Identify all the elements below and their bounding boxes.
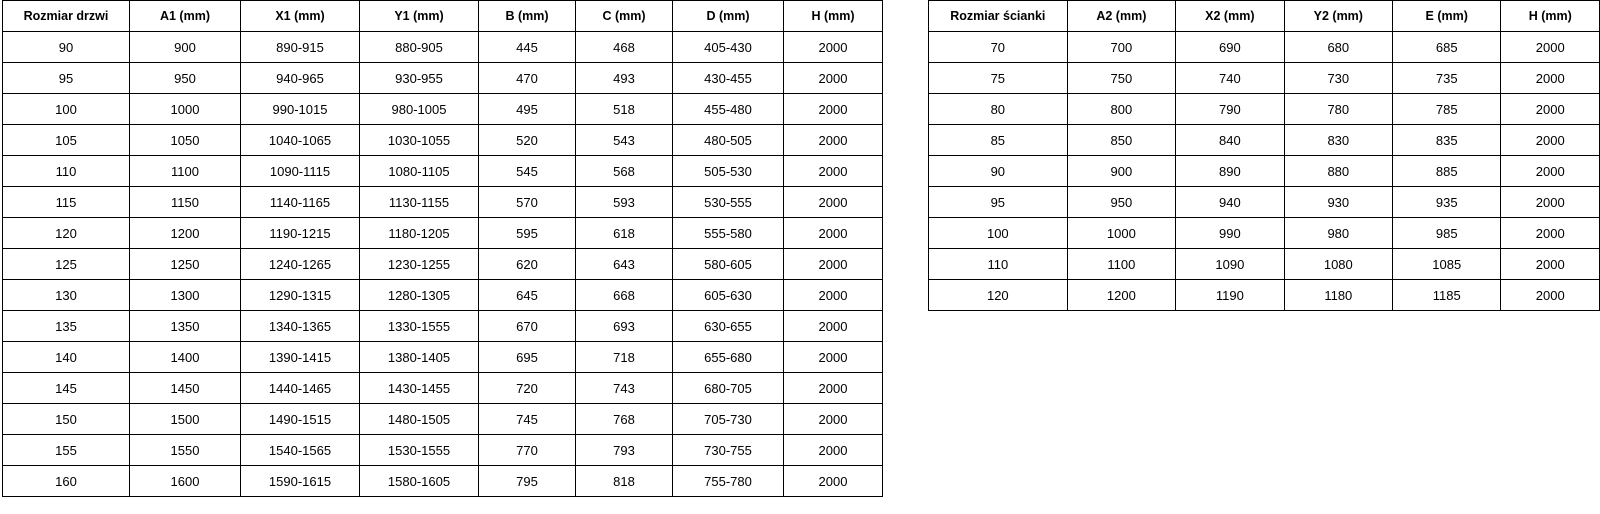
doors-cell: 2000 xyxy=(784,249,883,280)
doors-cell: 2000 xyxy=(784,32,883,63)
walls-cell: 2000 xyxy=(1501,187,1600,218)
doors-cell: 493 xyxy=(576,63,673,94)
doors-cell: 1050 xyxy=(130,125,241,156)
doors-cell: 2000 xyxy=(784,156,883,187)
doors-cell: 2000 xyxy=(784,342,883,373)
table-row xyxy=(929,280,1600,311)
doors-cell: 1330-1555 xyxy=(360,311,479,342)
doors-cell: 110 xyxy=(3,156,130,187)
doors-cell: 95 xyxy=(3,63,130,94)
walls-cell: 780 xyxy=(1284,94,1392,125)
doors-spec-table xyxy=(2,0,883,497)
doors-cell: 543 xyxy=(576,125,673,156)
doors-cell: 135 xyxy=(3,311,130,342)
doors-cell: 1200 xyxy=(130,218,241,249)
walls-cell: 785 xyxy=(1393,94,1501,125)
doors-cell: 570 xyxy=(479,187,576,218)
doors-cell: 1450 xyxy=(130,373,241,404)
walls-cell: 990 xyxy=(1176,218,1284,249)
doors-column-header: D (mm) xyxy=(673,1,784,32)
doors-cell: 2000 xyxy=(784,280,883,311)
walls-cell: 940 xyxy=(1176,187,1284,218)
walls-cell: 890 xyxy=(1176,156,1284,187)
walls-cell: 2000 xyxy=(1501,249,1600,280)
doors-cell: 2000 xyxy=(784,373,883,404)
walls-cell: 730 xyxy=(1284,63,1392,94)
table-row xyxy=(3,32,883,63)
doors-cell: 120 xyxy=(3,218,130,249)
doors-cell: 990-1015 xyxy=(241,94,360,125)
table-row xyxy=(3,249,883,280)
walls-cell: 685 xyxy=(1393,32,1501,63)
doors-cell: 1130-1155 xyxy=(360,187,479,218)
doors-cell: 668 xyxy=(576,280,673,311)
doors-cell: 1550 xyxy=(130,435,241,466)
doors-cell: 1600 xyxy=(130,466,241,497)
doors-cell: 405-430 xyxy=(673,32,784,63)
table-row xyxy=(929,156,1600,187)
doors-cell: 768 xyxy=(576,404,673,435)
doors-cell: 2000 xyxy=(784,125,883,156)
doors-cell: 940-965 xyxy=(241,63,360,94)
doors-cell: 530-555 xyxy=(673,187,784,218)
walls-cell: 2000 xyxy=(1501,218,1600,249)
doors-cell: 1480-1505 xyxy=(360,404,479,435)
walls-cell: 2000 xyxy=(1501,280,1600,311)
doors-cell: 890-915 xyxy=(241,32,360,63)
doors-cell: 1490-1515 xyxy=(241,404,360,435)
doors-cell: 1180-1205 xyxy=(360,218,479,249)
doors-cell: 1390-1415 xyxy=(241,342,360,373)
doors-cell: 1100 xyxy=(130,156,241,187)
walls-cell: 750 xyxy=(1067,63,1175,94)
walls-column-header: E (mm) xyxy=(1393,1,1501,32)
doors-cell: 950 xyxy=(130,63,241,94)
doors-cell: 580-605 xyxy=(673,249,784,280)
table-row xyxy=(3,435,883,466)
doors-cell: 1240-1265 xyxy=(241,249,360,280)
doors-cell: 2000 xyxy=(784,435,883,466)
doors-column-header: X1 (mm) xyxy=(241,1,360,32)
walls-table-head xyxy=(929,1,1600,32)
doors-cell: 1250 xyxy=(130,249,241,280)
doors-cell: 115 xyxy=(3,187,130,218)
doors-cell: 705-730 xyxy=(673,404,784,435)
table-row xyxy=(3,125,883,156)
doors-cell: 2000 xyxy=(784,63,883,94)
walls-cell: 850 xyxy=(1067,125,1175,156)
walls-cell: 90 xyxy=(929,156,1068,187)
walls-cell: 835 xyxy=(1393,125,1501,156)
doors-cell: 125 xyxy=(3,249,130,280)
doors-cell: 100 xyxy=(3,94,130,125)
doors-cell: 880-905 xyxy=(360,32,479,63)
walls-cell: 110 xyxy=(929,249,1068,280)
doors-cell: 630-655 xyxy=(673,311,784,342)
doors-cell: 620 xyxy=(479,249,576,280)
doors-cell: 2000 xyxy=(784,187,883,218)
doors-cell: 680-705 xyxy=(673,373,784,404)
doors-cell: 2000 xyxy=(784,404,883,435)
walls-cell: 880 xyxy=(1284,156,1392,187)
doors-cell: 793 xyxy=(576,435,673,466)
walls-table-body xyxy=(929,32,1600,311)
doors-cell: 140 xyxy=(3,342,130,373)
walls-column-header: X2 (mm) xyxy=(1176,1,1284,32)
doors-cell: 568 xyxy=(576,156,673,187)
table-header-row xyxy=(929,1,1600,32)
table-row xyxy=(929,94,1600,125)
table-row xyxy=(3,63,883,94)
doors-cell: 618 xyxy=(576,218,673,249)
doors-cell: 930-955 xyxy=(360,63,479,94)
walls-cell: 100 xyxy=(929,218,1068,249)
doors-cell: 160 xyxy=(3,466,130,497)
doors-cell: 745 xyxy=(479,404,576,435)
doors-cell: 145 xyxy=(3,373,130,404)
doors-cell: 743 xyxy=(576,373,673,404)
walls-cell: 935 xyxy=(1393,187,1501,218)
table-row xyxy=(3,311,883,342)
walls-cell: 800 xyxy=(1067,94,1175,125)
doors-cell: 655-680 xyxy=(673,342,784,373)
doors-cell: 1540-1565 xyxy=(241,435,360,466)
doors-cell: 518 xyxy=(576,94,673,125)
doors-cell: 595 xyxy=(479,218,576,249)
doors-cell: 555-580 xyxy=(673,218,784,249)
doors-cell: 430-455 xyxy=(673,63,784,94)
doors-cell: 1230-1255 xyxy=(360,249,479,280)
doors-cell: 1290-1315 xyxy=(241,280,360,311)
doors-column-header: Rozmiar drzwi xyxy=(3,1,130,32)
walls-column-header: H (mm) xyxy=(1501,1,1600,32)
walls-cell: 700 xyxy=(1067,32,1175,63)
walls-cell: 1100 xyxy=(1067,249,1175,280)
doors-cell: 480-505 xyxy=(673,125,784,156)
doors-cell: 730-755 xyxy=(673,435,784,466)
walls-cell: 690 xyxy=(1176,32,1284,63)
doors-cell: 1590-1615 xyxy=(241,466,360,497)
doors-cell: 520 xyxy=(479,125,576,156)
walls-cell: 985 xyxy=(1393,218,1501,249)
table-row xyxy=(929,187,1600,218)
walls-cell: 85 xyxy=(929,125,1068,156)
doors-cell: 1350 xyxy=(130,311,241,342)
doors-cell: 1150 xyxy=(130,187,241,218)
doors-cell: 468 xyxy=(576,32,673,63)
doors-cell: 1440-1465 xyxy=(241,373,360,404)
doors-cell: 755-780 xyxy=(673,466,784,497)
walls-cell: 1085 xyxy=(1393,249,1501,280)
doors-cell: 1040-1065 xyxy=(241,125,360,156)
doors-table-head xyxy=(3,1,883,32)
table-row xyxy=(3,218,883,249)
walls-cell: 900 xyxy=(1067,156,1175,187)
doors-cell: 150 xyxy=(3,404,130,435)
doors-cell: 720 xyxy=(479,373,576,404)
doors-cell: 643 xyxy=(576,249,673,280)
doors-cell: 495 xyxy=(479,94,576,125)
doors-cell: 670 xyxy=(479,311,576,342)
doors-cell: 1530-1555 xyxy=(360,435,479,466)
walls-cell: 2000 xyxy=(1501,94,1600,125)
walls-cell: 1185 xyxy=(1393,280,1501,311)
doors-cell: 470 xyxy=(479,63,576,94)
table-row xyxy=(3,187,883,218)
walls-cell: 950 xyxy=(1067,187,1175,218)
walls-cell: 2000 xyxy=(1501,32,1600,63)
doors-cell: 1580-1605 xyxy=(360,466,479,497)
doors-cell: 645 xyxy=(479,280,576,311)
walls-cell: 1090 xyxy=(1176,249,1284,280)
walls-column-header: Rozmiar ścianki xyxy=(929,1,1068,32)
table-row xyxy=(3,404,883,435)
walls-column-header: Y2 (mm) xyxy=(1284,1,1392,32)
walls-cell: 120 xyxy=(929,280,1068,311)
table-row xyxy=(3,466,883,497)
doors-column-header: C (mm) xyxy=(576,1,673,32)
doors-cell: 455-480 xyxy=(673,94,784,125)
doors-cell: 718 xyxy=(576,342,673,373)
doors-cell: 1080-1105 xyxy=(360,156,479,187)
doors-column-header: Y1 (mm) xyxy=(360,1,479,32)
doors-cell: 980-1005 xyxy=(360,94,479,125)
walls-cell: 2000 xyxy=(1501,156,1600,187)
table-row xyxy=(3,342,883,373)
table-row xyxy=(3,373,883,404)
table-row xyxy=(3,94,883,125)
doors-cell: 795 xyxy=(479,466,576,497)
walls-cell: 790 xyxy=(1176,94,1284,125)
doors-cell: 593 xyxy=(576,187,673,218)
doors-cell: 2000 xyxy=(784,94,883,125)
doors-cell: 695 xyxy=(479,342,576,373)
doors-cell: 2000 xyxy=(784,218,883,249)
walls-cell: 840 xyxy=(1176,125,1284,156)
table-header-row xyxy=(3,1,883,32)
doors-cell: 1340-1365 xyxy=(241,311,360,342)
doors-cell: 693 xyxy=(576,311,673,342)
table-row xyxy=(3,156,883,187)
walls-cell: 2000 xyxy=(1501,125,1600,156)
walls-cell: 980 xyxy=(1284,218,1392,249)
walls-cell: 680 xyxy=(1284,32,1392,63)
doors-cell: 1500 xyxy=(130,404,241,435)
walls-cell: 930 xyxy=(1284,187,1392,218)
doors-column-header: A1 (mm) xyxy=(130,1,241,32)
table-row xyxy=(929,125,1600,156)
walls-cell: 2000 xyxy=(1501,63,1600,94)
walls-table-container xyxy=(928,0,1600,311)
walls-cell: 1200 xyxy=(1067,280,1175,311)
table-row xyxy=(929,63,1600,94)
doors-cell: 1190-1215 xyxy=(241,218,360,249)
walls-cell: 1000 xyxy=(1067,218,1175,249)
walls-cell: 1080 xyxy=(1284,249,1392,280)
table-row xyxy=(929,32,1600,63)
doors-cell: 130 xyxy=(3,280,130,311)
doors-cell: 1380-1405 xyxy=(360,342,479,373)
doors-cell: 445 xyxy=(479,32,576,63)
walls-spec-table xyxy=(928,0,1600,311)
doors-table-body xyxy=(3,32,883,497)
walls-cell: 1180 xyxy=(1284,280,1392,311)
doors-cell: 1090-1115 xyxy=(241,156,360,187)
walls-cell: 75 xyxy=(929,63,1068,94)
walls-cell: 95 xyxy=(929,187,1068,218)
doors-table-container xyxy=(2,0,883,497)
walls-cell: 885 xyxy=(1393,156,1501,187)
doors-cell: 1400 xyxy=(130,342,241,373)
doors-cell: 1430-1455 xyxy=(360,373,479,404)
doors-cell: 1280-1305 xyxy=(360,280,479,311)
doors-column-header: B (mm) xyxy=(479,1,576,32)
doors-cell: 770 xyxy=(479,435,576,466)
doors-cell: 545 xyxy=(479,156,576,187)
doors-cell: 1000 xyxy=(130,94,241,125)
doors-cell: 505-530 xyxy=(673,156,784,187)
walls-cell: 735 xyxy=(1393,63,1501,94)
doors-cell: 155 xyxy=(3,435,130,466)
doors-cell: 1030-1055 xyxy=(360,125,479,156)
doors-cell: 818 xyxy=(576,466,673,497)
doors-cell: 90 xyxy=(3,32,130,63)
doors-column-header: H (mm) xyxy=(784,1,883,32)
walls-cell: 740 xyxy=(1176,63,1284,94)
walls-cell: 1190 xyxy=(1176,280,1284,311)
doors-cell: 900 xyxy=(130,32,241,63)
doors-cell: 1300 xyxy=(130,280,241,311)
table-row xyxy=(929,218,1600,249)
walls-cell: 80 xyxy=(929,94,1068,125)
walls-cell: 70 xyxy=(929,32,1068,63)
doors-cell: 605-630 xyxy=(673,280,784,311)
doors-cell: 2000 xyxy=(784,311,883,342)
walls-column-header: A2 (mm) xyxy=(1067,1,1175,32)
doors-cell: 2000 xyxy=(784,466,883,497)
table-row xyxy=(3,280,883,311)
table-row xyxy=(929,249,1600,280)
doors-cell: 1140-1165 xyxy=(241,187,360,218)
walls-cell: 830 xyxy=(1284,125,1392,156)
doors-cell: 105 xyxy=(3,125,130,156)
